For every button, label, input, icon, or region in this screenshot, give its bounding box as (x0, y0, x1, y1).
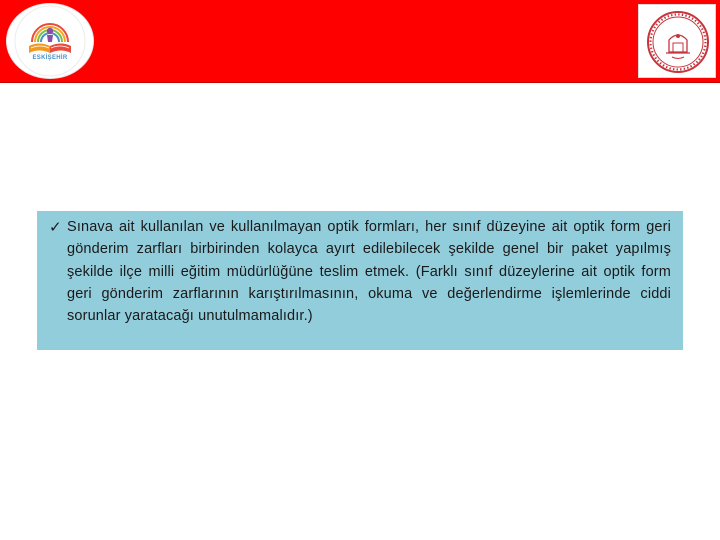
header-banner (0, 0, 720, 83)
checkmark-icon: ✓ (49, 218, 62, 236)
content-box (37, 211, 683, 350)
ministry-seal-icon (639, 5, 717, 79)
bullet-item (49, 216, 671, 327)
book-emblem-icon (7, 4, 93, 78)
ministry-logo (638, 4, 716, 78)
logo-city-label: ESKİŞEHİR (32, 55, 68, 61)
eskisehir-logo (7, 4, 93, 78)
bullet-text: Sınava ait kullanılan ve kullanılmayan optik formları, her sınıf düzeyine ait optik form geri gönderim zarfları birbirinden kolayca ayırt edilebilecek şekilde genel bir paket yapılmış şekilde ilçe milli eğitim müdürlüğüne teslim etmek. (Farklı sınıf düzeylerine ait optik form geri gönderim zarflarının karıştırılmasının, okuma ve değerlendirme işlemlerinde ciddi sorunlar yaratacağı unutulmamalıdır.) (67, 219, 671, 325)
